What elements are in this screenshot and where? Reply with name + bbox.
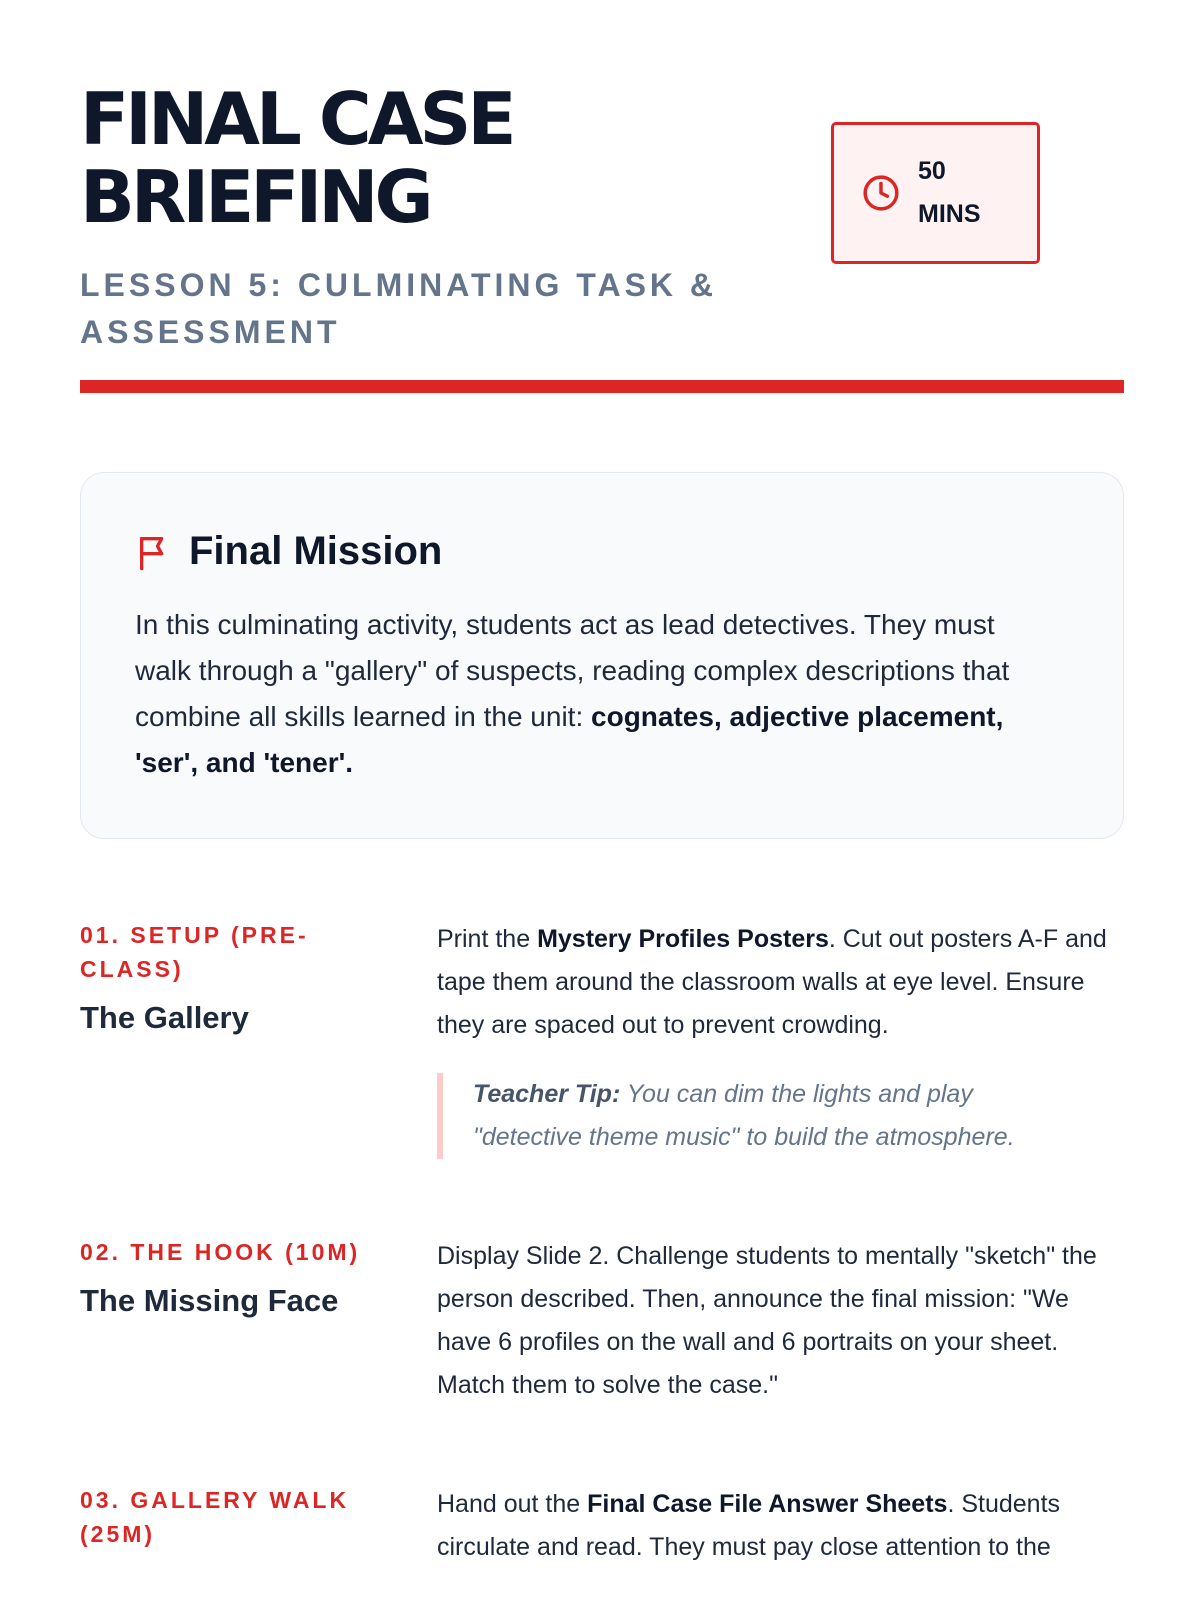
step-label: 02. THE HOOK (10M) [80, 1239, 361, 1265]
step-text-part: . Students circulate and read. They must pay close attention to the [437, 1490, 1061, 1561]
step-text-part: Hand out the [437, 1490, 588, 1518]
step-title: The Gallery [80, 1000, 249, 1035]
step-header [80, 1483, 380, 1551]
mission-skills: cognates, adjective placement, 'ser', and 'tener'. [135, 701, 1004, 778]
step-title: The Missing Face [80, 1283, 339, 1318]
lesson-subtitle: LESSON 5: CULMINATING TASK & ASSESSMENT [80, 267, 718, 350]
step-label: 03. GALLERY WALK (25M) [80, 1487, 350, 1547]
material-name: Mystery Profiles Posters [537, 925, 829, 953]
mission-text: In this culminating activity, students act as lead detectives. They must walk through a "gallery" of suspects, reading complex descriptions that combine all skills learned in the unit: [135, 609, 1010, 732]
step-text [437, 1483, 1117, 1569]
duration-badge [831, 122, 1040, 264]
mission-heading [135, 529, 1069, 574]
page-title: FINAL CASE BRIEFING [80, 77, 513, 239]
tip-label: Teacher Tip: [473, 1080, 621, 1108]
step-text [437, 918, 1117, 1047]
final-mission-card [80, 472, 1124, 839]
header-divider [80, 380, 1124, 393]
flag-icon [135, 532, 175, 572]
step-body [437, 918, 1117, 1159]
tip-text: You can dim the lights and play "detective theme music" to build the atmosphere. [473, 1080, 1015, 1151]
step-text-part: Print the [437, 925, 538, 953]
mission-description [135, 602, 1035, 786]
step-text: Display Slide 2. Challenge students to mentally "sketch" the person described. Then, announce the final mission: "We have 6 profiles on the wall and 6 portraits on your sheet. Match them to solve the case." [437, 1242, 1097, 1399]
step-header [80, 918, 380, 1038]
clock-icon [862, 174, 900, 212]
teacher-tip [437, 1073, 1073, 1159]
mission-title: Final Mission [189, 529, 443, 573]
step-label: 01. SETUP (PRE-CLASS) [80, 922, 309, 982]
material-name: Final Case File Answer Sheets [587, 1490, 948, 1518]
step-header [80, 1235, 380, 1321]
step-text-part: . Cut out posters A-F and tape them around the classroom walls at eye level. Ensure they are spaced out to prevent crowding. [437, 925, 1107, 1039]
step-body [437, 1483, 1117, 1569]
duration-text: 50 MINS [918, 157, 981, 228]
step-body [437, 1235, 1117, 1407]
